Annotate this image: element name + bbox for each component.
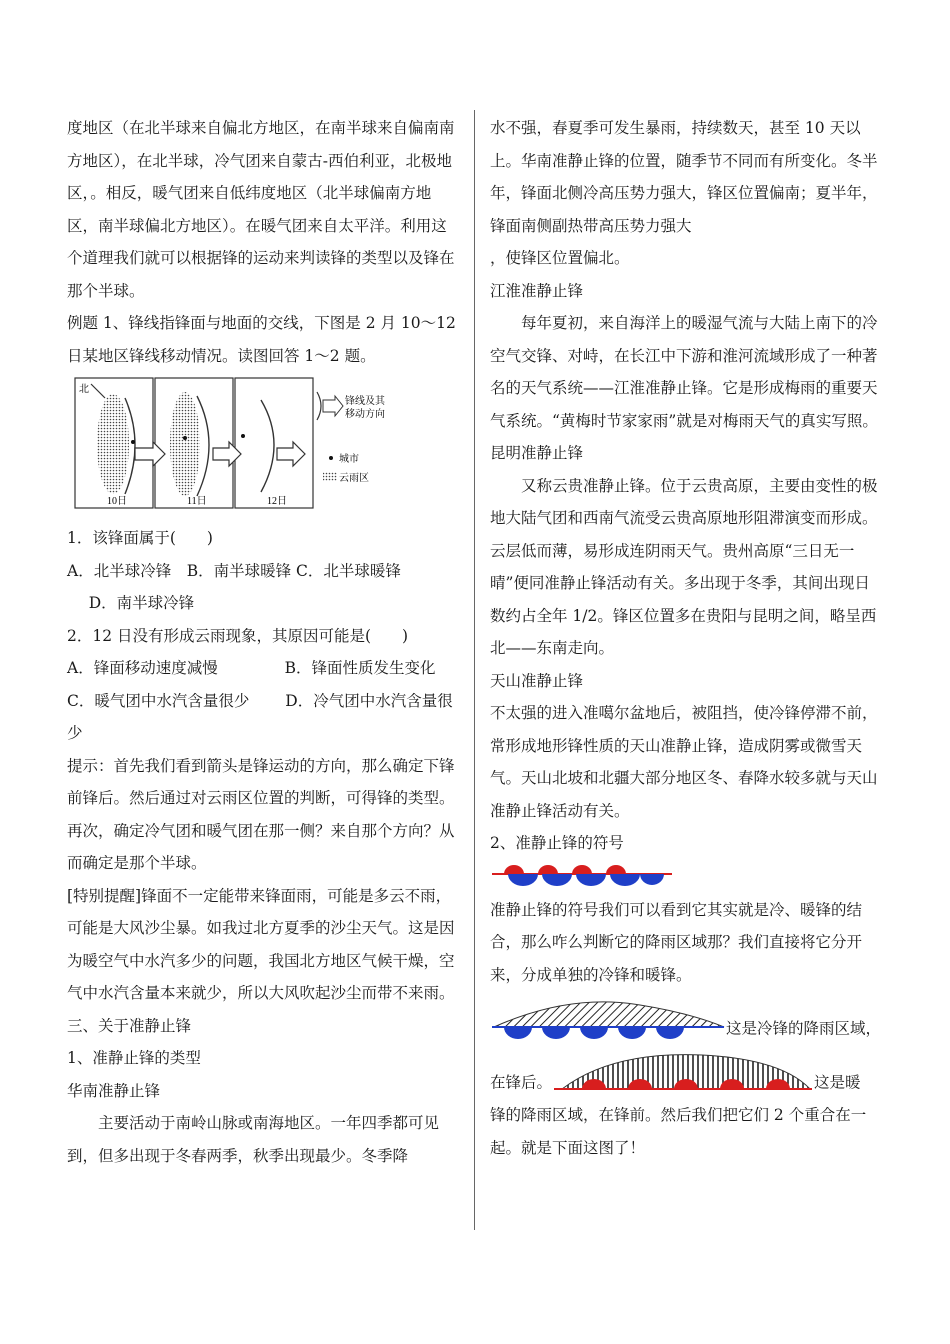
question-2-options-cd: C．暖气团中水汽含量很少 D．冷气团中水汽含量很少: [67, 691, 453, 742]
legend-city-icon: [329, 456, 333, 460]
warm-front-rain-area-figure: [552, 1053, 814, 1099]
front-movement-figure: [73, 376, 462, 516]
tianshan-text: 不太强的进入准噶尔盆地后，被阻挡，使冷锋停滞不前，常形成地形锋性质的天山准静止锋，造成阴雾或微雪天气。天山北坡和北疆大部分地区冬、春降水较多就与天山准静止锋活动有关。: [490, 704, 878, 820]
legend-front-label: 锋线及其: [345, 396, 385, 407]
warm-front-caption-continued: 锋的降雨区域，在锋前。然后我们把它们 2 个重合在一起。就是下面这图了！: [490, 1106, 867, 1157]
legend-cloud-label: 云雨区: [339, 473, 369, 484]
day-label-10: 10日: [107, 496, 127, 507]
legend-arrow-icon: [323, 396, 343, 416]
huanan-text-end: ，使锋区位置偏北。: [490, 249, 630, 267]
stationary-front-symbol: [490, 860, 680, 894]
warm-front-caption: 这是暖: [814, 1073, 861, 1092]
column-divider: [474, 110, 475, 1230]
legend-front-line-icon: [317, 392, 321, 420]
section-2-heading: 2、准静止锋的符号: [490, 834, 624, 852]
kunming-heading: 昆明准静止锋: [490, 444, 584, 462]
cloud-area-11: [170, 392, 200, 496]
question-2: 2．12 日没有形成云雨现象，其原因可能是( ): [67, 626, 409, 645]
move-arrow-12: [277, 442, 305, 466]
legend-city-label: 城市: [339, 454, 359, 465]
cold-front-rain-row: [490, 999, 885, 1045]
question-1-options-abc: A．北半球冷锋 B．南半球暖锋 C．北半球暖锋: [67, 561, 401, 580]
jianghuai-text: 每年夏初，来自海洋上的暖湿气流与大陆上南下的冷空气交锋、对峙，在长江中下游和淮河流域形成了一种著名的天气系统——江淮准静止锋。它是形成梅雨的重要天气系统。“黄梅时节家家雨”就是对梅雨天气的真实写照。: [490, 314, 878, 430]
question-2-options-ab: A．锋面移动速度减慢 B．锋面性质发生变化: [67, 659, 436, 677]
huanan-text-continued: 水不强，春夏季可发生暴雨，持续数天，甚至 10 天以上。华南准静止锋的位置，随季节不同而有所变化。冬半年，锋面北侧冷高压势力强大，锋区位置偏南；夏半年，锋面南侧副热带高压势力强大: [490, 119, 878, 235]
example-1-intro: 例题 1、锋线指锋面与地面的交线，下图是 2 月 10～12 日某地区锋线移动情况。读图回答 1～2 题。: [67, 314, 456, 365]
front-line-12: [261, 400, 274, 492]
huanan-text: 主要活动于南岭山脉或南海地区。一年四季都可见到，但多出现于冬春两季，秋季出现最少。冬季降: [67, 1114, 440, 1165]
front-movement-diagram: [73, 376, 463, 516]
question-1: 1．该锋面属于( ): [67, 529, 213, 547]
warm-front-rain-row: [490, 1053, 885, 1099]
paragraph-air-mass-origin: 度地区（在北半球来自偏北方地区，在南半球来自偏南南方地区），在北半球，冷气团来自蒙古-西伯利亚，北极地区，。相反，暖气团来自低纬度地区（北半球偏南方地区，南半球偏北方地区）。在暖气团来自太平洋。利用这个道理我们就可以根据锋的运动来判读锋的类型以及锋在那个半球。: [67, 119, 455, 300]
north-label: 北: [79, 384, 89, 395]
city-11: [183, 436, 187, 440]
move-arrow-11: [213, 442, 241, 466]
city-10: [131, 440, 135, 444]
kunming-text: 又称云贵准静止锋。位于云贵高原，主要由变性的极地大陆气团和西南气流受云贵高原地形阻滞演变而形成。云层低而薄，易形成连阴雨天气。贵州高原“三日无一晴”便同准静止锋活动有关。多出现于冬季，其间出现日数约占全年 1/2。锋区位置多在贵阳与昆明之间，略呈西北——东南走向。: [490, 476, 878, 657]
section-3-heading: 三、关于准静止锋: [67, 1016, 192, 1035]
day-label-12: 12日: [267, 496, 287, 507]
cold-front-caption: 这是冷锋的降雨区域，: [726, 1019, 882, 1038]
symbol-explanation: 准静止锋的符号我们可以看到它其实就是冷、暖锋的结合，那么咋么判断它的降雨区域那？我们直接将它分开来，分成单独的冷锋和暖锋。: [490, 900, 863, 984]
huanan-heading: 华南准静止锋: [67, 1081, 161, 1100]
cloud-area-10: [97, 394, 129, 494]
left-column: [67, 112, 462, 1172]
cold-front-caption-2: 在锋后。: [490, 1073, 553, 1092]
hint-paragraph: 提示：首先我们看到箭头是锋运动的方向，那么确定下锋前锋后。然后通过对云雨区位置的判断，可得锋的类型。再次，确定冷气团和暖气团在那一侧？来自那个方向？从而确定是那个半球。: [67, 756, 455, 872]
cold-front-rain-area-figure: [490, 999, 726, 1045]
move-arrow-10: [135, 442, 165, 466]
jianghuai-heading: 江淮准静止锋: [490, 281, 584, 300]
special-reminder: [特别提醒]锋面不一定能带来锋面雨，可能是多云不雨，可能是大风沙尘暴。如我过北方夏季的沙尘天气。这是因为暖空气中水汽多少的问题，我国北方地区气候干燥，空气中水汽含量本来就少，所以大风吹起沙尘而带不来雨。: [67, 886, 455, 1002]
question-1-option-d: D．南半球冷锋: [88, 594, 195, 612]
right-column: [490, 112, 885, 1164]
tianshan-heading: 天山准静止锋: [490, 671, 584, 690]
city-12: [241, 434, 245, 438]
legend-front-label-2: 移动方向: [345, 409, 385, 420]
legend-cloud-icon: [323, 472, 337, 481]
day-label-11: 11日: [187, 496, 207, 507]
north-arrow-icon: [91, 384, 105, 398]
section-3-1-heading: 1、准静止锋的类型: [67, 1049, 201, 1067]
